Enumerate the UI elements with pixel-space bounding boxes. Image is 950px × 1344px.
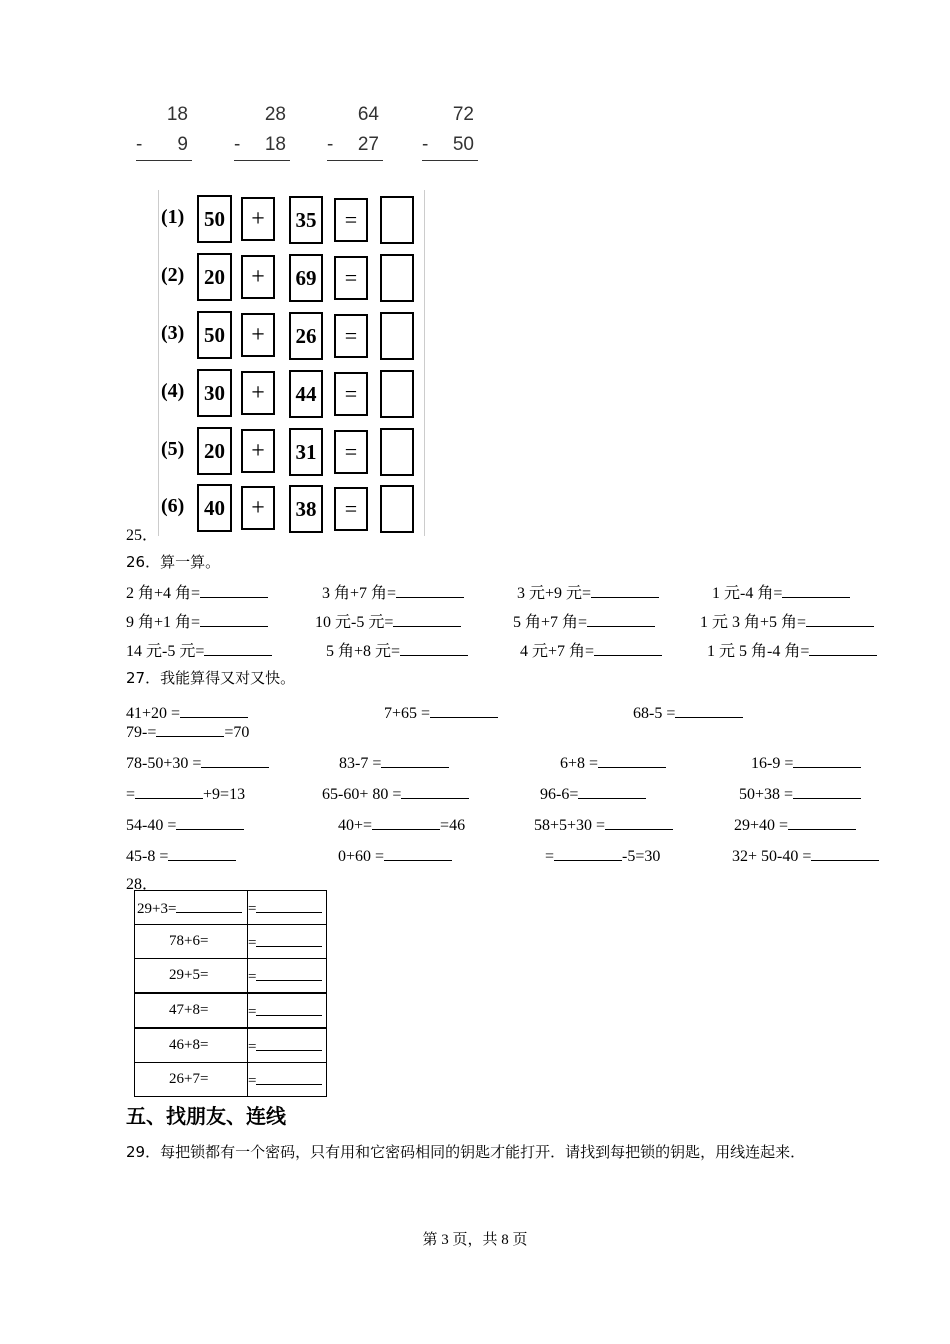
subtrahend: 50 — [452, 134, 474, 155]
q27-item: = -5=30 — [545, 848, 661, 865]
subtrahend: 9 — [177, 134, 188, 155]
plus-box: + — [241, 371, 275, 415]
q26-item: 2 角+4 角= — [126, 580, 268, 603]
plus-box: + — [241, 197, 275, 241]
minuend: 18 — [166, 104, 188, 125]
answer-blank[interactable] — [256, 966, 322, 981]
question-26-title: 26．算一算。 — [126, 553, 221, 571]
q28-table — [134, 890, 327, 1097]
answer-blank[interactable] — [200, 583, 268, 598]
answer-blank[interactable] — [381, 753, 449, 768]
answer-blank[interactable] — [168, 846, 236, 861]
answer-box[interactable] — [380, 254, 414, 302]
answer-blank[interactable] — [372, 815, 440, 830]
subtrahend: 27 — [357, 134, 379, 155]
answer-blank[interactable] — [256, 898, 322, 913]
row-label: (2) — [161, 264, 185, 286]
table-row — [135, 891, 327, 925]
equals-box: = — [334, 487, 368, 531]
answer-blank[interactable] — [256, 1070, 322, 1085]
answer-box[interactable] — [380, 485, 414, 533]
q27-row-1b: 79-= =70 — [126, 724, 250, 741]
minus-sign: - — [136, 134, 143, 155]
answer-blank[interactable] — [809, 641, 877, 656]
equals-box: = — [334, 256, 368, 300]
plus-box: + — [241, 255, 275, 299]
box-addition-grid — [158, 190, 425, 536]
q27-item: 40+= =46 — [338, 817, 466, 834]
q26-item: 5 角+7 角= — [513, 609, 655, 632]
addend-b-box: 26 — [289, 312, 323, 360]
q28-equals: = — [248, 1072, 257, 1089]
box-row-6 — [159, 481, 424, 536]
q27-item: 96-6= — [540, 784, 646, 804]
table-row — [135, 959, 327, 994]
q27-item: 7+65 = — [384, 703, 498, 723]
box-row-1 — [159, 192, 424, 247]
q26-item: 1 元 5 角-4 角= — [707, 638, 877, 661]
answer-blank[interactable] — [788, 815, 856, 830]
question-29-text: 29．每把锁都有一个密码，只有用和它密码相同的钥匙才能打开．请找到每把锁的钥匙，用线连起来． — [126, 1143, 806, 1161]
q27-item: 6+8 = — [560, 753, 666, 773]
answer-blank[interactable] — [400, 641, 468, 656]
answer-blank[interactable] — [256, 1036, 322, 1051]
answer-blank[interactable] — [793, 784, 861, 799]
q27-item: 16-9 = — [751, 753, 861, 773]
answer-blank[interactable] — [782, 583, 850, 598]
answer-blank[interactable] — [605, 815, 673, 830]
answer-blank[interactable] — [384, 846, 452, 861]
box-row-4 — [159, 366, 424, 421]
q28-expression: 26+7= — [169, 1071, 209, 1087]
question-27-title: 27．我能算得又对又快。 — [126, 669, 296, 687]
vertical-subtraction-3 — [327, 104, 383, 164]
section-5-heading: 五、找朋友、连线 — [126, 1104, 286, 1128]
addend-a-box: 20 — [197, 253, 232, 301]
q26-item: 5 角+8 元= — [326, 638, 468, 661]
q27-item: 50+38 = — [739, 784, 861, 804]
plus-box: + — [241, 313, 275, 357]
addend-b-box: 69 — [289, 254, 323, 302]
table-row — [135, 1028, 327, 1063]
minus-sign: - — [234, 134, 241, 155]
answer-blank[interactable] — [393, 612, 461, 627]
answer-blank[interactable] — [401, 784, 469, 799]
answer-blank[interactable] — [180, 703, 248, 718]
minuend: 72 — [452, 104, 474, 125]
answer-blank[interactable] — [587, 612, 655, 627]
answer-blank[interactable] — [591, 583, 659, 598]
answer-blank[interactable] — [554, 846, 622, 861]
table-row — [135, 925, 327, 959]
answer-blank[interactable] — [256, 1001, 322, 1016]
answer-blank[interactable] — [430, 703, 498, 718]
row-label: (1) — [161, 206, 185, 228]
addend-a-box: 50 — [197, 195, 232, 243]
q26-item: 1 元 3 角+5 角= — [700, 609, 874, 632]
answer-blank[interactable] — [793, 753, 861, 768]
q27-item: 68-5 = — [633, 703, 743, 723]
row-label: (3) — [161, 322, 185, 344]
q27-item: 83-7 = — [339, 753, 449, 773]
q28-equals: = — [248, 1003, 257, 1020]
answer-blank[interactable] — [675, 703, 743, 718]
answer-blank[interactable] — [176, 815, 244, 830]
equals-box: = — [334, 372, 368, 416]
q28-expression: 29+3= — [137, 900, 177, 917]
minuend: 28 — [264, 104, 286, 125]
addend-b-box: 35 — [289, 196, 323, 244]
q26-item: 4 元+7 角= — [520, 638, 662, 661]
answer-blank[interactable] — [201, 753, 269, 768]
q26-item: 10 元-5 元= — [315, 609, 461, 632]
q27-item: 78-50+30 = — [126, 753, 269, 773]
minus-sign: - — [422, 134, 429, 155]
answer-blank[interactable] — [204, 641, 272, 656]
q26-item: 14 元-5 元= — [126, 638, 272, 661]
q28-expression: 46+8= — [169, 1037, 209, 1053]
addend-a-box: 30 — [197, 369, 232, 417]
q27-item: 45-8 = — [126, 846, 236, 866]
answer-blank[interactable] — [806, 612, 874, 627]
q27-item: 65-60+ 80 = — [322, 784, 469, 804]
equals-box: = — [334, 314, 368, 358]
answer-blank[interactable] — [594, 641, 662, 656]
minuend: 64 — [357, 104, 379, 125]
result-line — [422, 160, 478, 161]
addend-b-box: 44 — [289, 370, 323, 418]
q27-item: 58+5+30 = — [534, 815, 673, 835]
subtrahend: 18 — [264, 134, 286, 155]
box-row-5 — [159, 424, 424, 479]
addend-b-box: 31 — [289, 428, 323, 476]
q28-expression: 78+6= — [169, 933, 209, 949]
answer-blank[interactable] — [598, 753, 666, 768]
result-line — [327, 160, 383, 161]
q27-item: 29+40 = — [734, 815, 856, 835]
equals-box: = — [334, 198, 368, 242]
vertical-subtraction-2 — [234, 104, 290, 164]
q28-expression: 29+5= — [169, 967, 209, 983]
row-label: (5) — [161, 438, 185, 460]
question-25-number: 25． — [126, 527, 159, 544]
table-row — [135, 993, 327, 1028]
q26-item: 1 元-4 角= — [712, 580, 850, 603]
plus-box: + — [241, 486, 275, 530]
answer-blank[interactable] — [811, 846, 879, 861]
q28-expression: 47+8= — [169, 1002, 209, 1018]
vertical-subtraction-4 — [422, 104, 478, 164]
row-label: (6) — [161, 495, 185, 517]
answer-blank[interactable] — [200, 612, 268, 627]
answer-box[interactable] — [380, 428, 414, 476]
addend-a-box: 40 — [197, 484, 232, 532]
q26-item: 3 角+7 角= — [322, 580, 464, 603]
q28-equals: = — [248, 900, 257, 917]
answer-blank[interactable] — [578, 784, 646, 799]
question-28-number: 28． — [126, 876, 159, 893]
vertical-subtraction-1 — [136, 104, 192, 164]
addend-b-box: 38 — [289, 485, 323, 533]
addend-a-box: 50 — [197, 311, 232, 359]
q28-equals: = — [248, 934, 257, 951]
q27-item: 54-40 = — [126, 815, 244, 835]
table-row — [135, 1063, 327, 1097]
plus-box: + — [241, 429, 275, 473]
result-line — [136, 160, 192, 161]
minus-sign: - — [327, 134, 334, 155]
result-line — [234, 160, 290, 161]
q26-item: 3 元+9 元= — [517, 580, 659, 603]
q26-item: 9 角+1 角= — [126, 609, 268, 632]
box-row-3 — [159, 308, 424, 363]
answer-blank[interactable] — [256, 932, 322, 947]
q27-item: = +9=13 — [126, 786, 246, 803]
q27-item: 0+60 = — [338, 846, 452, 866]
answer-box[interactable] — [380, 370, 414, 418]
page-footer: 第 3 页，共 8 页 — [422, 1232, 528, 1248]
q28-equals: = — [248, 1038, 257, 1055]
answer-blank[interactable] — [396, 583, 464, 598]
q27-item: 32+ 50-40 = — [732, 846, 879, 866]
addend-a-box: 20 — [197, 427, 232, 475]
equals-box: = — [334, 430, 368, 474]
row-label: (4) — [161, 380, 185, 402]
box-row-2 — [159, 250, 424, 305]
q27-item: 41+20 = — [126, 703, 248, 723]
answer-blank[interactable] — [156, 722, 224, 737]
q28-equals: = — [248, 968, 257, 985]
answer-blank[interactable] — [135, 784, 203, 799]
answer-box[interactable] — [380, 196, 414, 244]
answer-blank[interactable] — [176, 898, 242, 913]
answer-box[interactable] — [380, 312, 414, 360]
